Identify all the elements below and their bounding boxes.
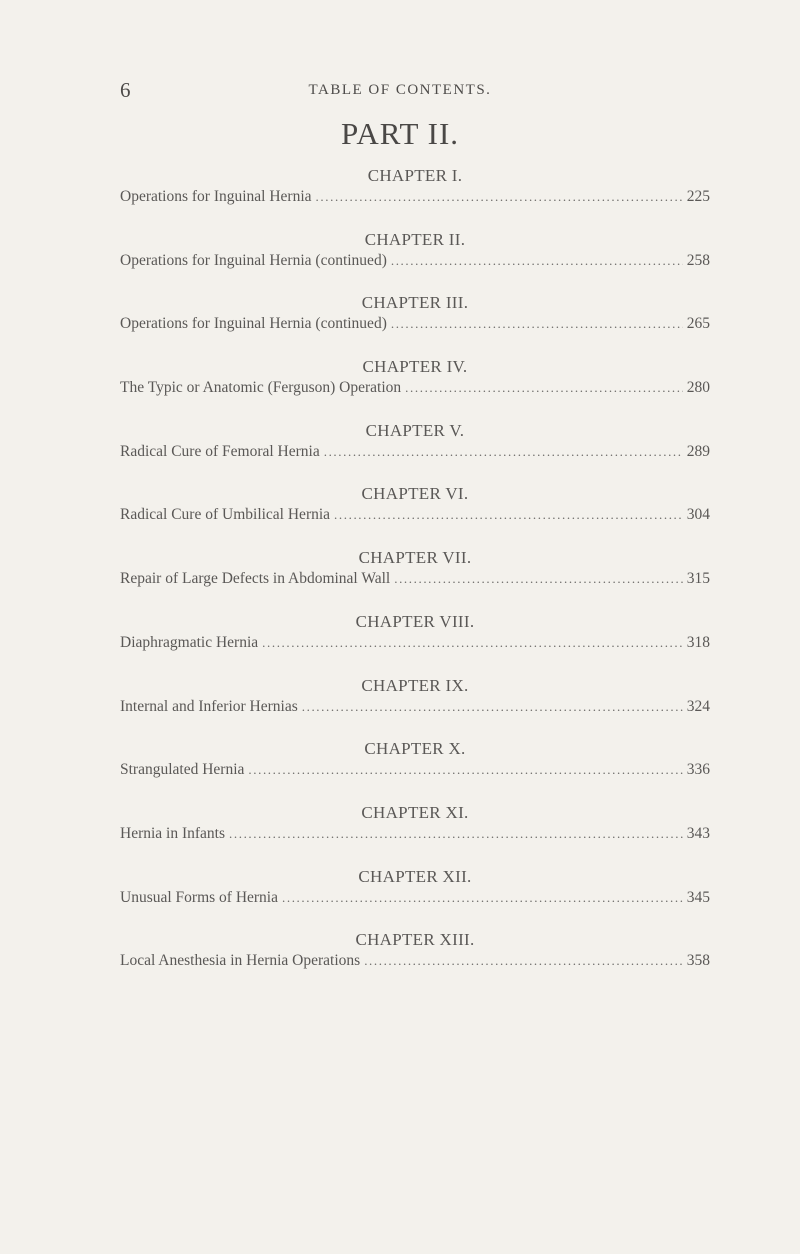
page-ref: 324 <box>686 697 710 715</box>
toc-line <box>120 441 710 463</box>
toc-line <box>120 313 710 335</box>
toc-line <box>120 250 710 272</box>
toc-entry <box>120 866 710 930</box>
page-ref: 304 <box>686 506 710 524</box>
toc-line <box>120 887 710 909</box>
chapter-title: Diaphragmatic Hernia <box>120 633 259 651</box>
toc-line <box>120 186 710 208</box>
chapter-title: Radical Cure of Umbilical Hernia <box>120 506 331 524</box>
toc-entry <box>120 802 710 866</box>
toc-entry <box>120 738 710 802</box>
page-ref: 358 <box>686 952 710 970</box>
chapter-heading: CHAPTER XIII. <box>355 930 475 950</box>
page-ref: 289 <box>686 442 710 460</box>
chapter-heading: CHAPTER II. <box>364 229 466 249</box>
chapter-heading: CHAPTER III. <box>361 293 469 313</box>
toc-entry <box>120 420 710 484</box>
dot-leader <box>282 887 683 909</box>
dot-leader <box>248 759 682 781</box>
chapter-heading: CHAPTER VII. <box>358 548 472 568</box>
toc-entry <box>120 547 710 611</box>
toc-entry <box>120 675 710 739</box>
toc-line <box>120 759 710 781</box>
chapter-heading: CHAPTER XII. <box>358 866 472 886</box>
chapter-heading: CHAPTER VIII. <box>355 611 475 631</box>
toc-line <box>120 632 710 654</box>
running-head: TABLE OF CONTENTS. <box>308 82 492 98</box>
chapter-title: Local Anesthesia in Hernia Operations <box>120 952 361 970</box>
toc-line <box>120 696 710 718</box>
toc-line <box>120 568 710 590</box>
dot-leader <box>229 823 683 845</box>
toc-entry <box>120 356 710 420</box>
part-title: PART II. <box>340 116 460 151</box>
dot-leader <box>391 250 683 272</box>
dot-leader <box>334 504 683 526</box>
chapter-heading: CHAPTER V. <box>365 420 465 440</box>
chapter-title: Radical Cure of Femoral Hernia <box>120 442 320 460</box>
table-of-contents <box>120 165 710 993</box>
chapter-heading: CHAPTER X. <box>364 739 466 759</box>
dot-leader <box>364 950 683 972</box>
chapter-heading: CHAPTER VI. <box>361 484 469 504</box>
page-ref: 318 <box>686 633 710 651</box>
page-ref: 265 <box>686 315 710 333</box>
dot-leader <box>262 632 683 654</box>
dot-leader <box>394 568 683 590</box>
chapter-title: Strangulated Hernia <box>120 761 245 779</box>
page-ref: 336 <box>686 761 710 779</box>
page-ref: 315 <box>686 570 710 588</box>
chapter-heading: CHAPTER XI. <box>361 802 469 822</box>
toc-entry <box>120 929 710 993</box>
dot-leader <box>391 313 683 335</box>
chapter-heading: CHAPTER IX. <box>361 675 469 695</box>
toc-line <box>120 504 710 526</box>
toc-entry <box>120 292 710 356</box>
dot-leader <box>316 186 683 208</box>
toc-line <box>120 950 710 972</box>
page-ref: 343 <box>686 824 710 842</box>
toc-entry <box>120 483 710 547</box>
page-number: 6 <box>120 78 131 102</box>
toc-entry <box>120 611 710 675</box>
chapter-title: Hernia in Infants <box>120 824 226 842</box>
toc-line <box>120 823 710 845</box>
page-ref: 280 <box>686 379 710 397</box>
chapter-title: Internal and Inferior Hernias <box>120 697 298 715</box>
page-ref: 225 <box>686 188 710 205</box>
chapter-heading: CHAPTER I. <box>367 166 463 185</box>
page-ref: 258 <box>686 251 710 269</box>
chapter-title: Unusual Forms of Hernia <box>120 888 278 906</box>
dot-leader <box>324 441 683 463</box>
chapter-title: Repair of Large Defects in Abdominal Wall <box>120 570 391 588</box>
toc-entry <box>120 165 710 229</box>
chapter-title: Operations for Inguinal Hernia (continued) <box>120 315 387 333</box>
chapter-heading: CHAPTER IV. <box>362 357 468 377</box>
chapter-title: The Typic or Anatomic (Ferguson) Operation <box>120 379 402 397</box>
dot-leader <box>302 696 683 718</box>
dot-leader <box>405 377 683 399</box>
toc-entry <box>120 229 710 293</box>
chapter-title: Operations for Inguinal Hernia (continued) <box>120 251 387 269</box>
toc-line <box>120 377 710 399</box>
page-ref: 345 <box>686 888 710 906</box>
chapter-title: Operations for Inguinal Hernia <box>120 188 312 205</box>
